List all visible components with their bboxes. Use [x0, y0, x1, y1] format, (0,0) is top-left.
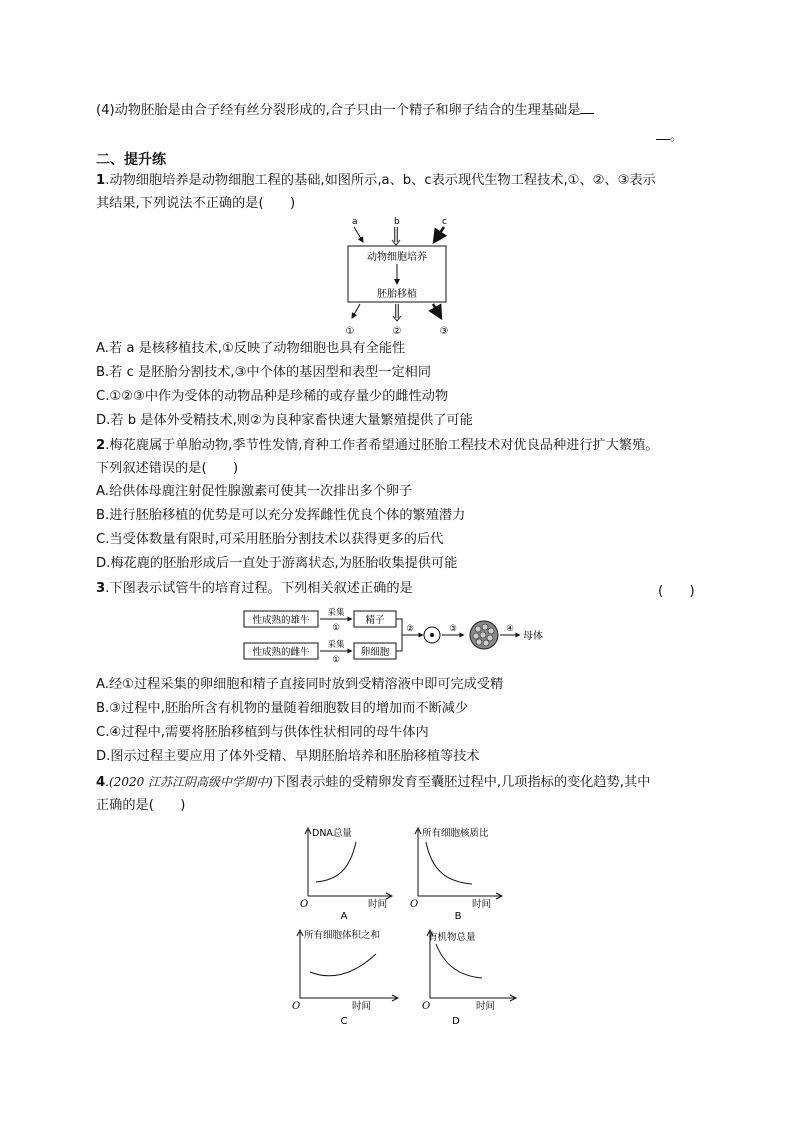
fig1-label-a: a: [352, 217, 358, 227]
graph-c-curve: [310, 954, 376, 976]
p1-stem-line2: 其结果,下列说法不正确的是( ): [96, 196, 296, 211]
q4-end-line: [656, 127, 683, 146]
graph-d-ylabel: 有机物总量: [428, 932, 476, 943]
graph-b-ylabel: 所有细胞核质比: [422, 828, 489, 839]
fig3-step-3: ③: [449, 624, 457, 634]
fig3-embryo: [470, 621, 498, 649]
p2-stem-line2: 下列叙述错误的是( ): [96, 461, 239, 476]
p3-option-b[interactable]: B.③过程中,胚胎所含有机物的量随着细胞数目的增加而不断减少: [96, 701, 469, 716]
q4-blank-start[interactable]: [580, 101, 594, 114]
graph-a-caption: A: [340, 911, 348, 920]
p2-option-d[interactable]: D.梅花鹿的胚胎形成后一直处于游离状态,为胚胎收集提供可能: [96, 556, 458, 571]
fig1-arrow-a: [354, 227, 363, 242]
graph-a-ylabel: DNA总量: [312, 828, 352, 839]
q4-period: 。: [670, 129, 684, 144]
p3-number: 3: [96, 581, 106, 596]
p4-stem-line2: 正确的是( ): [96, 798, 186, 813]
p2-option-a[interactable]: A.给供体母鹿注射促性腺激素可使其一次排出多个卵子: [96, 484, 413, 499]
graph-a-xlabel: 时间: [368, 899, 388, 910]
fig3-step-4: ④: [506, 624, 514, 634]
graph-b: [408, 824, 518, 920]
fig1-label-b: b: [394, 217, 400, 227]
fig1-arrow-c: [434, 227, 444, 242]
fig1-label-c: c: [442, 217, 447, 227]
q4-stem: (4)动物胚胎是由合子经有丝分裂形成的,合子只由一个精子和卵子结合的生理基础是: [96, 103, 581, 118]
p4-stem-line1: [96, 773, 650, 792]
p3-option-a[interactable]: A.经①过程采集的卵细胞和精子直接同时放到受精溶液中即可完成受精: [96, 677, 504, 692]
fig1-box-bottom: 胚胎移植: [377, 289, 417, 300]
p4-stem-a: 下图表示蛙的受精卵发育至囊胚过程中,几项指标的变化趋势,其中: [272, 775, 651, 790]
fig1-out-arrow-3: [433, 304, 441, 318]
p3-stem: [96, 580, 413, 598]
p1-option-a[interactable]: A.若 a 是核移植技术,①反映了动物细胞也具有全能性: [96, 341, 406, 356]
p1-option-c[interactable]: C.①②③中作为受体的动物品种是珍稀的或存量少的雌性动物: [96, 389, 449, 404]
fig1-out-2: ②: [392, 326, 402, 337]
p2-stem-a: .梅花鹿属于单胎动物,季节性发情,育种工作者希望通过胚胎工程技术对优良品种进行扩大繁殖。: [105, 438, 659, 453]
graph-d-xlabel: 时间: [476, 1001, 496, 1012]
graph-d: [420, 924, 530, 1028]
p1-stem-line1: [96, 172, 656, 190]
graph-d-origin: O: [422, 1001, 431, 1012]
fig3-step-2: ②: [406, 624, 414, 634]
fig1-out-1: ①: [345, 326, 355, 337]
fig3-collect-2: 采集: [327, 640, 345, 650]
p3-stem-a: .下图表示试管牛的培育过程。下列相关叙述正确的是: [105, 581, 413, 596]
fig3-collect-1-num: ①: [332, 623, 340, 633]
graph-b-origin: O: [410, 899, 419, 910]
graph-c-caption: C: [340, 1016, 348, 1027]
fig1-diagram: [330, 212, 470, 340]
p1-option-d[interactable]: D.若 b 是体外受精技术,则②为良种家畜快速大量繁殖提供了可能: [96, 413, 473, 428]
graph-a-axes: [308, 830, 392, 896]
graph-d-caption: D: [452, 1016, 460, 1027]
p3-answer-paren[interactable]: ( ): [658, 584, 695, 599]
graph-b-curve: [426, 842, 472, 884]
fig1-out-arrow-1: [352, 304, 360, 318]
graph-b-caption: B: [454, 911, 462, 920]
fig3-sperm: 精子: [365, 615, 385, 626]
graph-a-curve: [316, 842, 356, 882]
graph-a-origin: O: [300, 899, 309, 910]
fig3-collect-2-num: ①: [332, 655, 340, 665]
p3-option-c[interactable]: C.④过程中,需要将胚胎移植到与供体性状相同的母牛体内: [96, 725, 429, 740]
fig3-diagram: [242, 605, 562, 667]
p4-source: .(2020 江苏江阴高级中学期中): [105, 775, 273, 789]
p1-stem-a: .动物细胞培养是动物细胞工程的基础,如图所示,a、b、c表示现代生物工程技术,①、②、③表示: [105, 173, 656, 188]
graph-c-axes: [300, 932, 398, 998]
graph-b-axes: [418, 830, 502, 896]
p3-option-d[interactable]: D.图示过程主要应用了体外受精、早期胚胎培养和胚胎移植等技术: [96, 749, 480, 764]
graph-c-ylabel: 所有细胞体积之和: [304, 930, 381, 941]
fig1-out-3: ③: [439, 326, 449, 337]
graph-c-xlabel: 时间: [352, 1001, 372, 1012]
fig1-box-top: 动物细胞培养: [367, 252, 427, 263]
fig3-collect-1: 采集: [327, 608, 345, 618]
graph-c-origin: O: [292, 1001, 301, 1012]
fig3-mother: 母体: [523, 631, 543, 642]
fig3-male: 性成熟的雄牛: [252, 615, 310, 626]
p2-option-b[interactable]: B.进行胚胎移植的优势是可以充分发挥雌性优良个体的繁殖潜力: [96, 508, 466, 523]
graph-d-curve: [436, 944, 482, 978]
p4-number: 4: [96, 775, 106, 790]
graph-b-xlabel: 时间: [472, 899, 492, 910]
fig3-female: 性成熟的雌牛: [252, 647, 310, 658]
q4-blank-end[interactable]: [656, 127, 670, 140]
p2-number: 2: [96, 438, 106, 453]
p1-option-b[interactable]: B.若 c 是胚胎分割技术,③中个体的基因型和表型一定相同: [96, 365, 432, 380]
fig3-egg: 卵细胞: [360, 647, 390, 658]
p2-option-c[interactable]: C.当受体数量有限时,可采用胚胎分割技术以获得更多的后代: [96, 532, 444, 547]
section-heading: 二、提升练: [96, 152, 166, 168]
q4-text: [96, 101, 594, 120]
p1-number: 1: [96, 173, 106, 188]
graph-a: [298, 824, 408, 920]
graph-c: [290, 924, 414, 1028]
fig3-zygote-nucleus: [430, 633, 434, 637]
p2-stem-line1: [96, 437, 658, 455]
